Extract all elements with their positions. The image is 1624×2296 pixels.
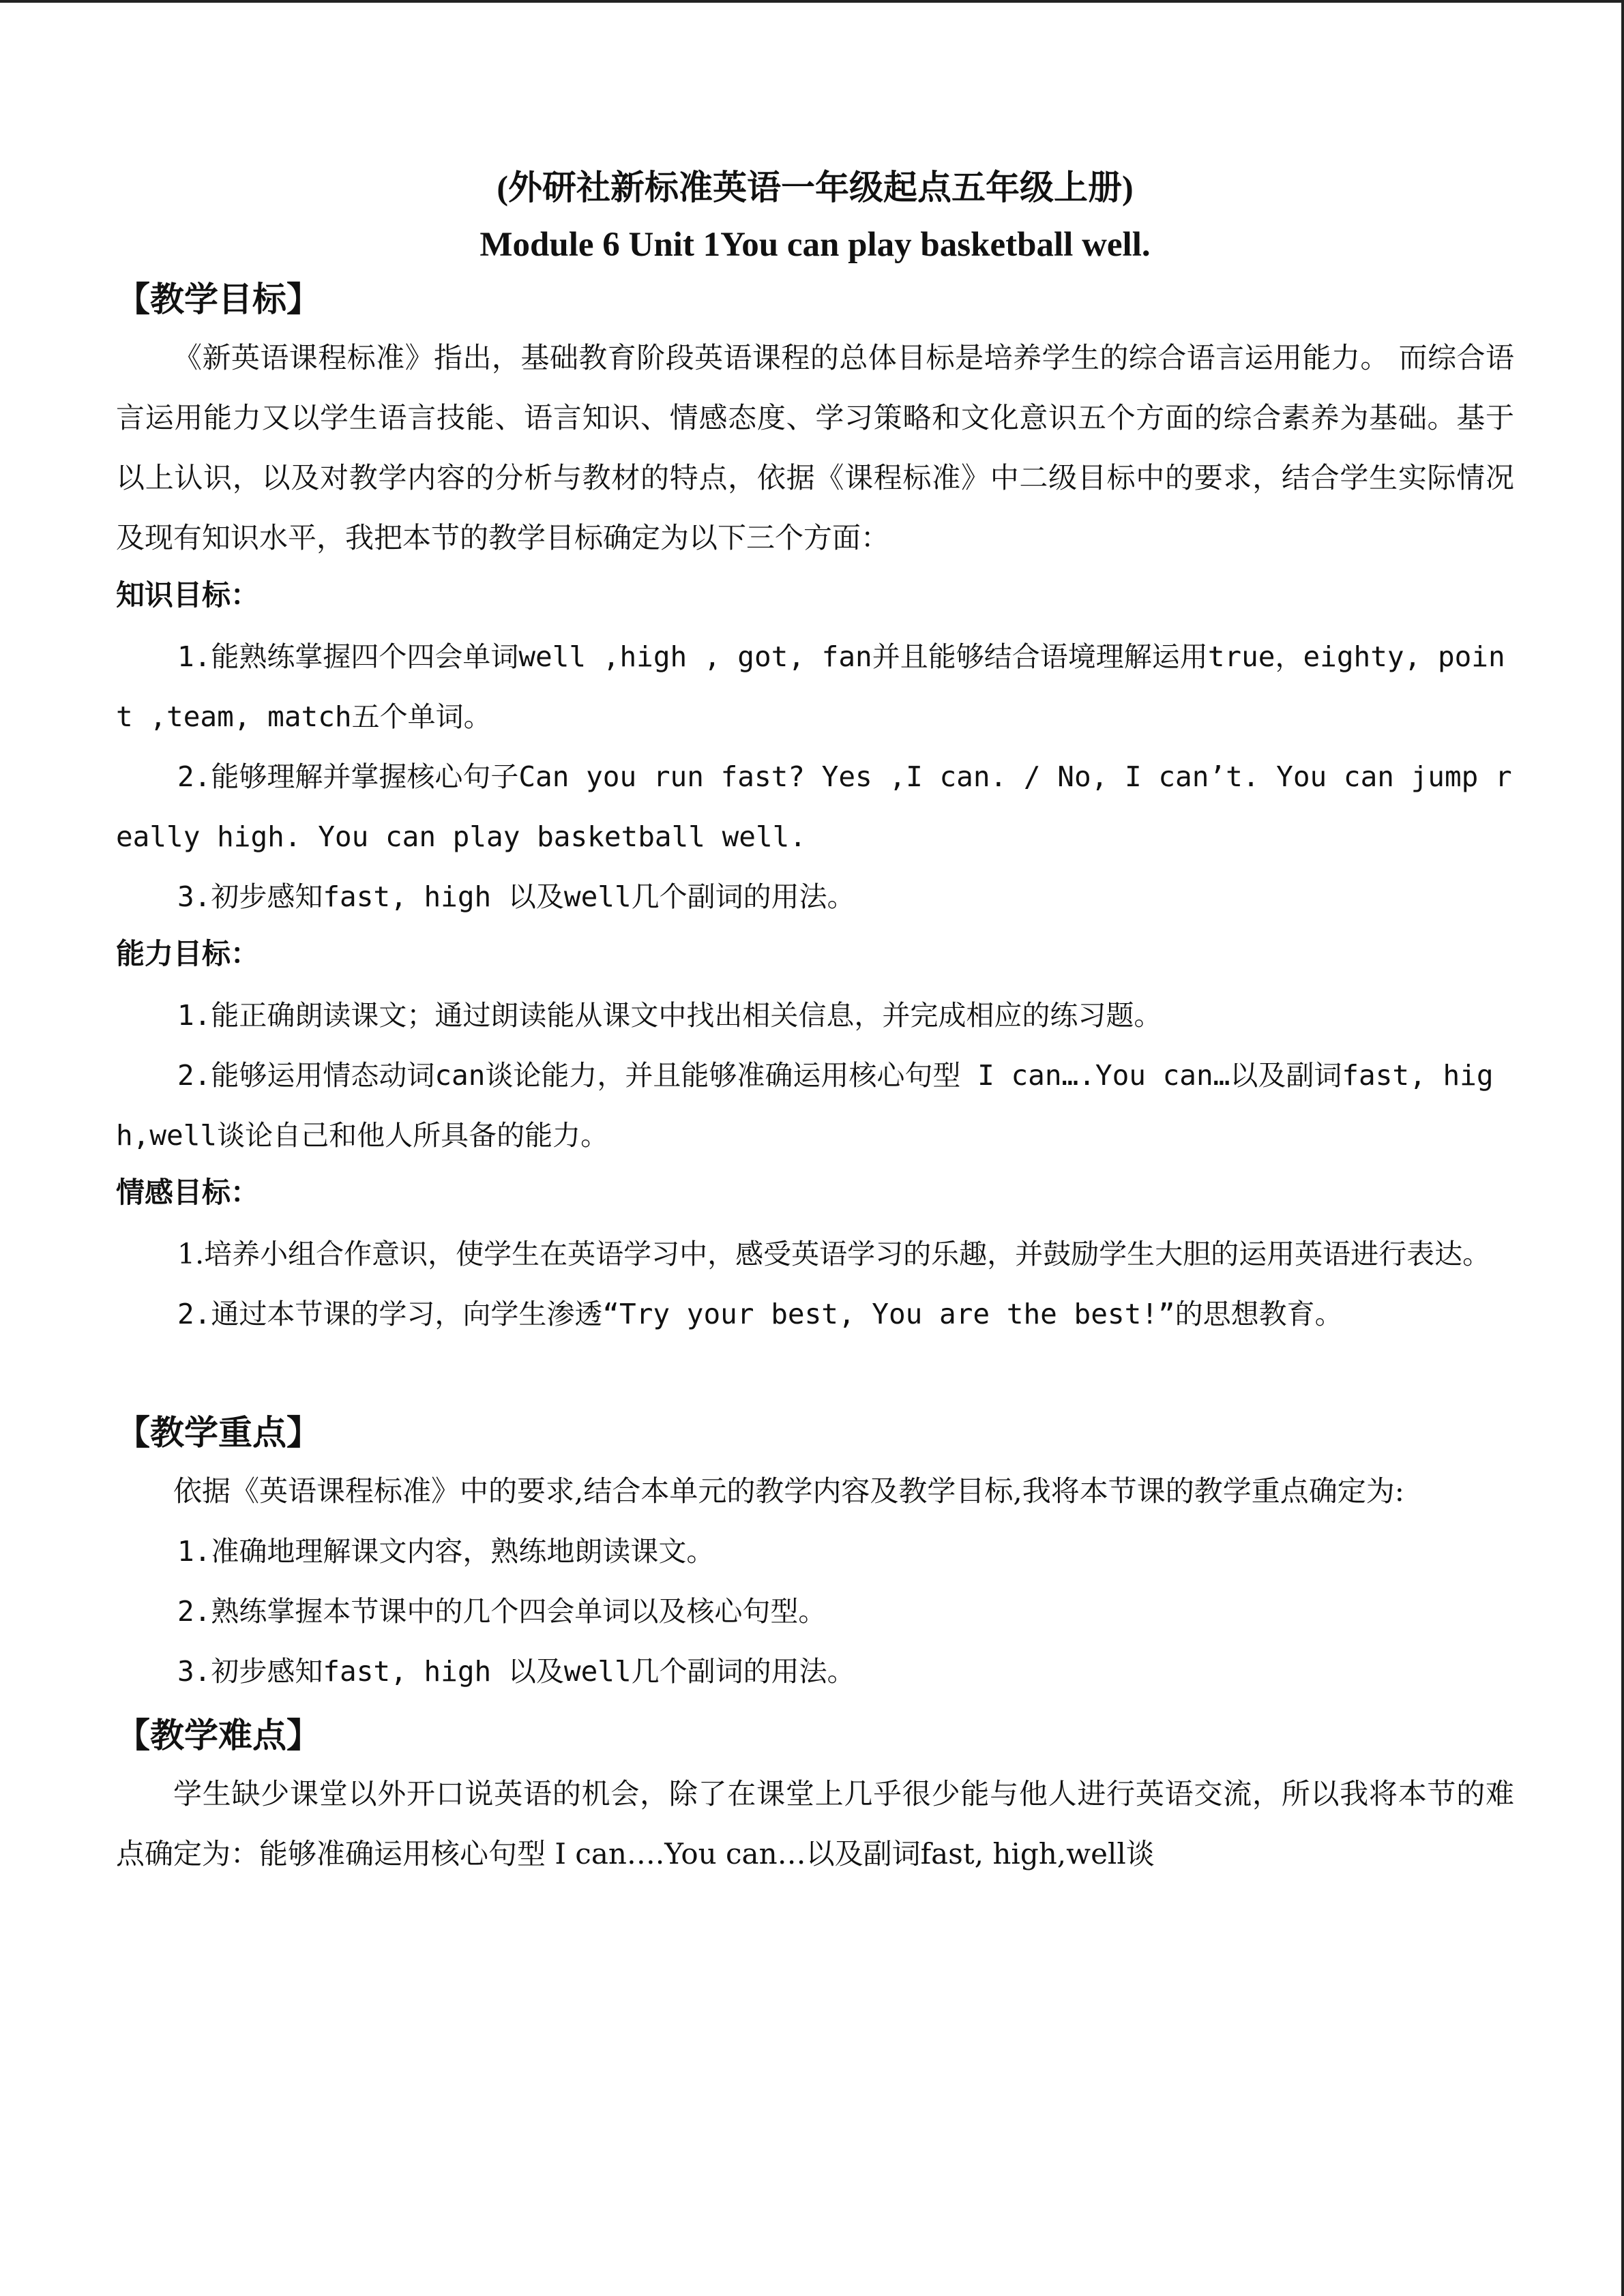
page-border-top [0,0,1624,3]
section-heading: 【教学难点】 [116,1716,321,1755]
list-item: 3.初步感知fast, high 以及well几个副词的用法。 [177,1655,855,1688]
list-item: 1.能熟练掌握四个四会单词well ,high , got, fan并且能够结合语境理解运用true，eighty, point ,team, match五个单词。 [116,640,1505,733]
section-objectives [116,278,1514,1344]
section-intro: 学生缺少课堂以外开口说英语的机会，除了在课堂上几乎很少能与他人进行英语交流，所以我将本节的难点确定为：能够准确运用核心句型 I can….You can…以及副词fast, high,well谈 [116,1777,1514,1870]
document-subtitle: Module 6 Unit 1You can play basketball well. [479,226,1151,264]
list-item: 1.准确地理解课文内容，熟练地朗读课文。 [177,1535,715,1568]
list-item: 2.能够运用情态动词can谈论能力，并且能够准确运用核心句型 I can….You can…以及副词fast, high,well谈论自己和他人所具备的能力。 [116,1059,1494,1152]
list-item: 2.熟练掌握本节课中的几个四会单词以及核心句型。 [177,1595,827,1628]
section-difficulties [116,1714,1514,1884]
section-intro: 依据《英语课程标准》中的要求,结合本单元的教学内容及教学目标,我将本节课的教学重点确定为: [173,1474,1404,1508]
list-item: 3.初步感知fast, high 以及well几个副词的用法。 [177,880,855,913]
document-body [116,167,1514,1884]
document-title: (外研社新标准英语一年级起点五年级上册) [497,168,1134,207]
section-intro: 《新英语课程标准》指出，基础教育阶段英语课程的总体目标是培养学生的综合语言运用能力。 而综合语言运用能力又以学生语言技能、语言知识、情感态度、学习策略和文化意识五个方面的综合素养为基础。基于以上认识，以及对教学内容的分析与教材的特点，依据《课程标准》中二级目标中的要求，结合学生实际情况及现有知识水平，我把本节的教学目标确定为以下三个方面： [116,341,1514,554]
page-border-right [1621,0,1624,2296]
section-heading: 【教学目标】 [116,280,321,319]
subsection-heading-ability: 能力目标： [116,937,260,970]
subsection-heading-emotion: 情感目标： [116,1176,260,1209]
section-spacer [116,1344,1514,1399]
section-heading: 【教学重点】 [116,1413,321,1452]
section-key-points [116,1411,1514,1701]
list-item: 2.能够理解并掌握核心句子Can you run fast? Yes ,I can. / No, I can’t. You can jump really high. You can play basketball well. [116,760,1512,853]
list-item: 1.能正确朗读课文；通过朗读能从课文中找出相关信息，并完成相应的练习题。 [177,999,1162,1032]
list-item: 1.培养小组合作意识，使学生在英语学习中，感受英语学习的乐趣，并鼓励学生大胆的运用英语进行表达。 [177,1238,1491,1270]
subsection-heading-knowledge: 知识目标： [116,578,260,612]
list-item: 2.通过本节课的学习，向学生渗透“Try your best, You are the best!”的思想教育。 [177,1298,1343,1330]
